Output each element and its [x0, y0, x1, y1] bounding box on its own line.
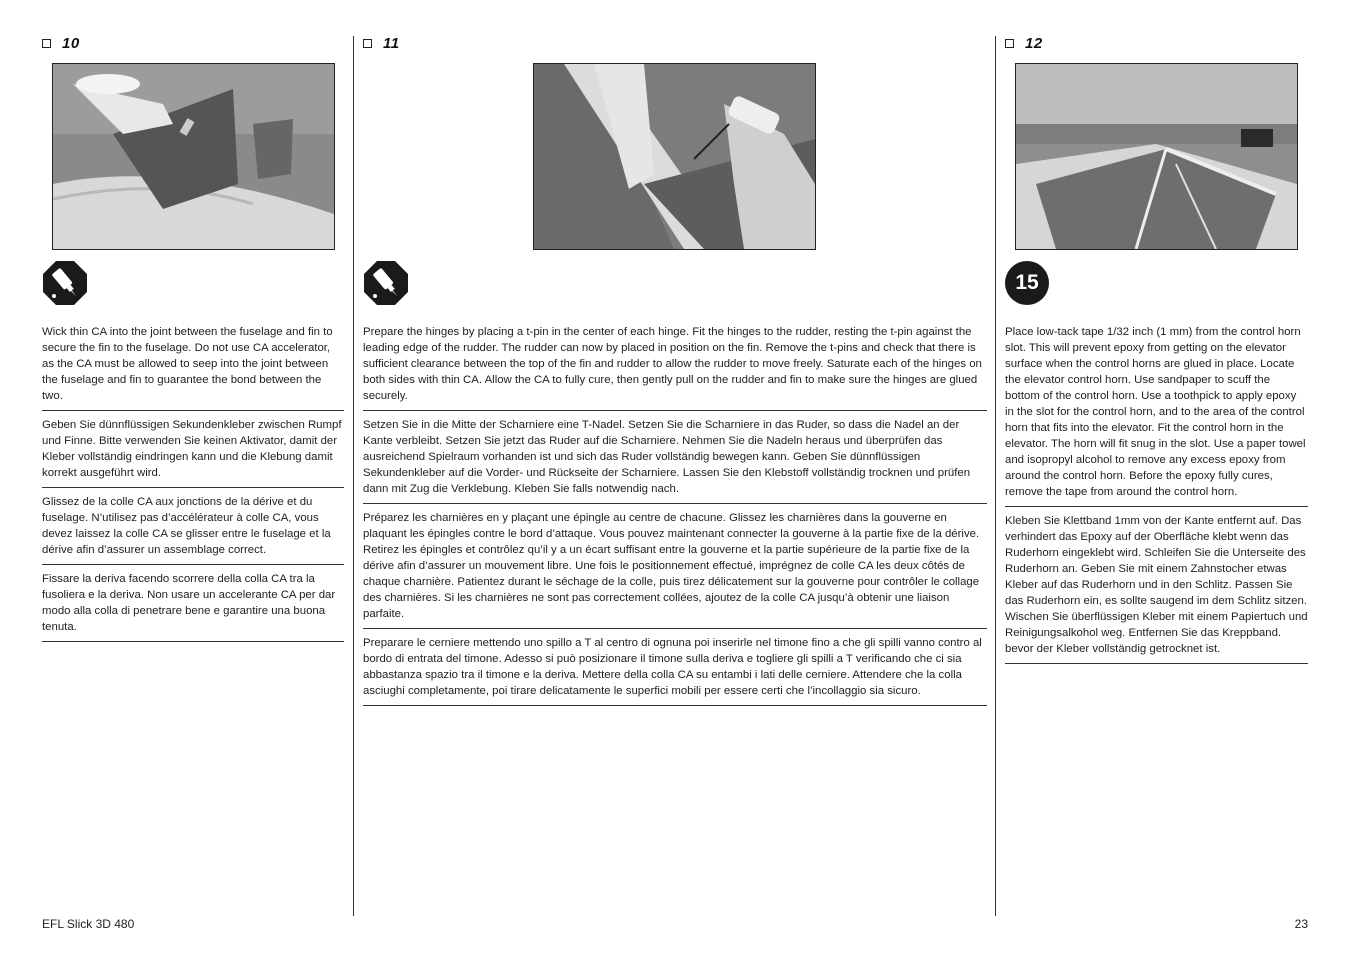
photo-illustration	[53, 64, 334, 249]
column-divider-1	[353, 36, 354, 916]
footer-product-name: EFL Slick 3D 480	[42, 917, 135, 931]
checkbox-icon[interactable]	[42, 39, 51, 48]
instruction-english: Place low-tack tape 1/32 inch (1 mm) from the control horn slot. This will prevent epoxy from getting on the elevator surface when the control horns are glued in place. Locate the elevator control horn. Use sandpaper to scuff the bottom of the control horn. Use a toothpick to apply epoxy in the slot for the control horn, and to the area of the control horn that fits into the elevator. Fit the control horn in the elevator. The horn will fit snug in the slot. Use a paper towel and isopropyl alcohol to remove any excess epoxy from around the control horn. Before the epoxy fully cures, remove the tape from around the control horn.	[1005, 324, 1308, 507]
step-11-column	[363, 34, 987, 712]
instruction-french: Glissez de la colle CA aux jonctions de la dérive et du fuselage. N’utilisez pas d’accélérateur à colle CA, vous devez laissez la colle CA se glisser entre le fuselage et la dérive afin d’assurer un assemblage correct.	[42, 494, 344, 565]
step-header	[1005, 34, 1308, 52]
instruction-french: Préparez les charnières en y plaçant une épingle au centre de chacune. Glissez les charnières dans la gouverne en plaquant les épingles contre le bord d’attaque. Vous pouvez maintenant connecter la gouverne à la partie fixe de la dérive. Retirez les épingles et contrôlez qu’il y a un écart suffisant entre la gouverne et la partie supérieure de la partie fixe de la dérive afin d’assurer un mouvement libre. Une fois le positionnement effectué, imprégnez de colle CA les deux côtés de chaque charnière. Patientez durant le séchage de la colle, puis tirez délicatement sur la gouverne pour contrôler le collage des charnières. Si les charnières ne sont pas correctement collées, ajoutez de la colle CA jusqu’à obtenir une liaison parfaite.	[363, 510, 987, 629]
checkbox-icon[interactable]	[1005, 39, 1014, 48]
photo-illustration	[1016, 64, 1297, 249]
icon-row	[1005, 250, 1308, 316]
step-photo-fin-glue	[52, 63, 335, 250]
step-number: 11	[383, 34, 400, 52]
instruction-italian: Preparare le cerniere mettendo uno spillo a T al centro di ognuna poi inserirle nel timone fino a che gli spilli vanno contro al bordo di entrata del timone. Adesso si può posizionare il timone sulla deriva e togliere gli spilli a T verificando che ci sia abbastanza spazio tra il timone e la deriva. Mettere della colla CA su entambi i lati delle cerniere. Attendere che la colla asciughi completamente, poi tirare delicatamente le superfici mobili per essere certi che l’incollaggio sia sicuro.	[363, 635, 987, 706]
icon-row	[363, 250, 987, 316]
step-12-column	[1005, 34, 1308, 670]
step-header	[42, 34, 344, 52]
instruction-german: Kleben Sie Klettband 1mm von der Kante entfernt auf. Das verhindert das Epoxy auf der Oberfläche klebt wenn das Ruderhorn eingeklebt wird. Schleifen Sie die Unterseite des Ruderhorn an. Geben Sie mit einem Zahnstocher etwas Kleber auf das Ruderhorn und in den Schlitz. Passen Sie das Ruderhorn ein, es sollte saugend im dem Schlitz sitzen. Wischen Sie überflüssigen Kleber mit einem Papiertuch und Reinigungsalkohol weg. Entfernen Sie das Kreppband. bevor der Kleber vollständig getrocknet ist.	[1005, 513, 1308, 664]
column-divider-2	[995, 36, 996, 916]
step-number: 10	[62, 34, 80, 52]
instruction-german: Geben Sie dünnflüssigen Sekundenkleber zwischen Rumpf und Finne. Bitte verwenden Sie keinen Aktivator, damit der Kleber vollständig eindringen kann und die Klebung damit korrekt ausgeführt wird.	[42, 417, 344, 488]
icon-row	[42, 250, 344, 316]
checkbox-icon[interactable]	[363, 39, 372, 48]
instruction-german: Setzen Sie in die Mitte der Scharniere eine T-Nadel. Setzen Sie die Scharniere in das Ruder, so dass die Nadel an der Kante verbleibt. Setzen Sie jetzt das Ruder auf die Scharniere. Nehmen Sie die Nadeln heraus und überprüfen das ausreichend Spielraum vorhanden ist und sich das Ruder vollständig bewegen kann. Geben Sie dünnflüssigen Sekundenkleber auf die Vorder- und Rückseite der Scharniere. Lassen Sie den Klebstoff vollständig trocknen und prüfen dann mit Zug die Verklebung. Kleben Sie falls notwendig nach.	[363, 417, 987, 504]
step-header	[363, 34, 987, 52]
photo-illustration	[534, 64, 815, 249]
instruction-english: Prepare the hinges by placing a t-pin in the center of each hinge. Fit the hinges to the rudder, resting the t-pin against the leading edge of the rudder. The rudder can now by placed in position on the fin. Remove the t-pins and check that there is sufficient clearance between the top of the fin and rudder to allow the rudder to move freely. Saturate each of the hinges on both sides with thin CA. Allow the CA to fully cure, then gently pull on the rudder and fin to make sure the hinges are glued securely.	[363, 324, 987, 411]
ca-glue-bottle-icon	[363, 260, 409, 306]
step-10-column	[42, 34, 344, 648]
step-photo-hinge-glue	[533, 63, 816, 250]
step-number: 12	[1025, 34, 1043, 52]
footer-page-number: 23	[1294, 917, 1308, 931]
instruction-italian: Fissare la deriva facendo scorrere della colla CA tra la fusoliera e la deriva. Non usare un accelerante CA per dar modo alla colla di penetrare bene e garantire una buona tenuta.	[42, 571, 344, 642]
instruction-english: Wick thin CA into the joint between the fuselage and fin to secure the fin to the fuselage. Do not use CA accelerator, as the CA must be allowed to seep into the joint between the fuselage and fin to guarantee the bond between the two.	[42, 324, 344, 411]
ca-glue-bottle-icon	[42, 260, 88, 306]
step-photo-control-horn	[1015, 63, 1298, 250]
cure-time-badge: 15	[1005, 261, 1049, 305]
